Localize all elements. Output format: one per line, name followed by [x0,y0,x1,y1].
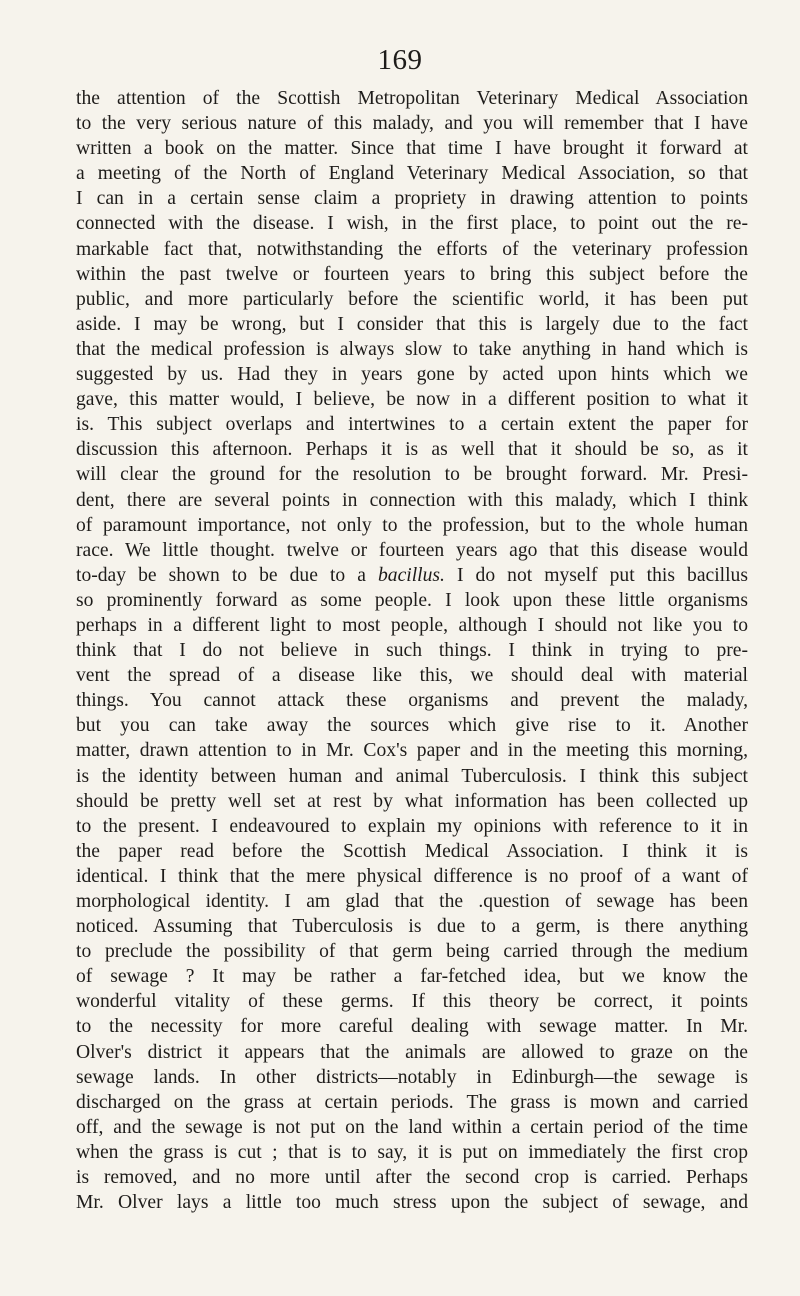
text-line: to the necessity for more careful dealing with sewage matter. In Mr. [76,1016,748,1038]
text-segment: to-day be shown to be due to a [76,564,378,586]
text-line: within the past twelve or fourteen years to bring this subject before the [76,263,748,285]
text-line: discharged on the grass at certain periods. The grass is mown and carried [76,1091,748,1113]
text-line: of sewage ? It may be rather a far-fetched idea, but we know the [76,966,748,988]
text-line: public, and more particularly before the scientific world, it has been put [76,288,748,310]
text-line: markable fact that, notwithstanding the efforts of the veterinary profession [76,238,748,260]
text-line: wonderful vitality of these germs. If this theory be correct, it points [76,991,748,1013]
text-line: connected with the disease. I wish, in the first place, to point out the re- [76,213,748,235]
text-line: vent the spread of a disease like this, we should deal with material [76,665,748,687]
text-line: I can in a certain sense claim a propriety in drawing attention to points [76,188,748,210]
text-line: of paramount importance, not only to the profession, but to the whole human [76,514,748,536]
text-line: written a book on the matter. Since that time I have brought it forward at [76,138,748,160]
text-line: off, and the sewage is not put on the land within a certain period of the time [76,1116,748,1138]
text-line: gave, this matter would, I believe, be now in a different position to what it [76,389,748,411]
text-line: but you can take away the sources which give rise to it. Another [76,715,748,737]
italic-term: bacillus. [377,564,445,586]
text-line: things. You cannot attack these organisms and prevent the malady, [76,690,748,712]
text-line: should be pretty well set at rest by what information has been collected up [76,790,748,812]
text-line: matter, drawn attention to in Mr. Cox's paper and in the meeting this morning, [76,740,748,762]
body-text [76,86,748,1215]
text-line: so prominently forward as some people. I look upon these little organisms [76,589,748,611]
page-number: 169 [377,44,423,76]
text-line: is removed, and no more until after the second crop is carried. Perhaps [76,1167,748,1189]
text-line: Mr. Olver lays a little too much stress upon the subject of sewage, and [76,1192,748,1214]
text-line: morphological identity. I am glad that the .question of sewage has been [76,891,748,912]
text-line: is. This subject overlaps and intertwines to a certain extent the paper for [76,414,748,436]
text-segment: I do not myself put this bacillus [444,564,748,586]
text-line: the paper read before the Scottish Medical Association. I think it is [76,840,748,862]
text-line: to the very serious nature of this malady, and you will remember that I have [76,113,748,135]
text-line: to preclude the possibility of that germ being carried through the medium [76,941,748,963]
text-line: aside. I may be wrong, but I consider that this is largely due to the fact [76,313,748,335]
text-line: Olver's district it appears that the animals are allowed to graze on the [76,1041,748,1063]
text-line: when the grass is cut ; that is to say, it is put on immediately the first crop [76,1141,748,1163]
text-line: discussion this afternoon. Perhaps it is as well that it should be so, as it [76,439,748,461]
text-line: perhaps in a different light to most people, although I should not like you to [76,614,748,636]
text-line: think that I do not believe in such things. I think in trying to pre- [76,640,748,662]
text-line: sewage lands. In other districts—notably in Edinburgh—the sewage is [76,1066,748,1088]
text-line: identical. I think that the mere physical difference is no proof of a want of [76,865,748,887]
text-line: noticed. Assuming that Tuberculosis is due to a germ, is there anything [76,916,748,938]
text-line: suggested by us. Had they in years gone by acted upon hints which we [76,364,748,386]
text-line: dent, there are several points in connection with this malady, which I think [76,489,748,511]
text-line: that the medical profession is always slow to take anything in hand which is [76,338,748,360]
text-line: the attention of the Scottish Metropolitan Veterinary Medical Association [76,88,748,109]
text-line: to the present. I endeavoured to explain my opinions with reference to it in [76,815,748,837]
text-line: is the identity between human and animal Tuberculosis. I think this subject [76,765,748,787]
text-line: will clear the ground for the resolution to be brought forward. Mr. Presi- [76,464,748,486]
text-line: race. We little thought. twelve or fourteen years ago that this disease would [76,539,748,561]
text-line: a meeting of the North of England Veterinary Medical Association, so that [76,163,748,185]
text-line [76,563,748,588]
